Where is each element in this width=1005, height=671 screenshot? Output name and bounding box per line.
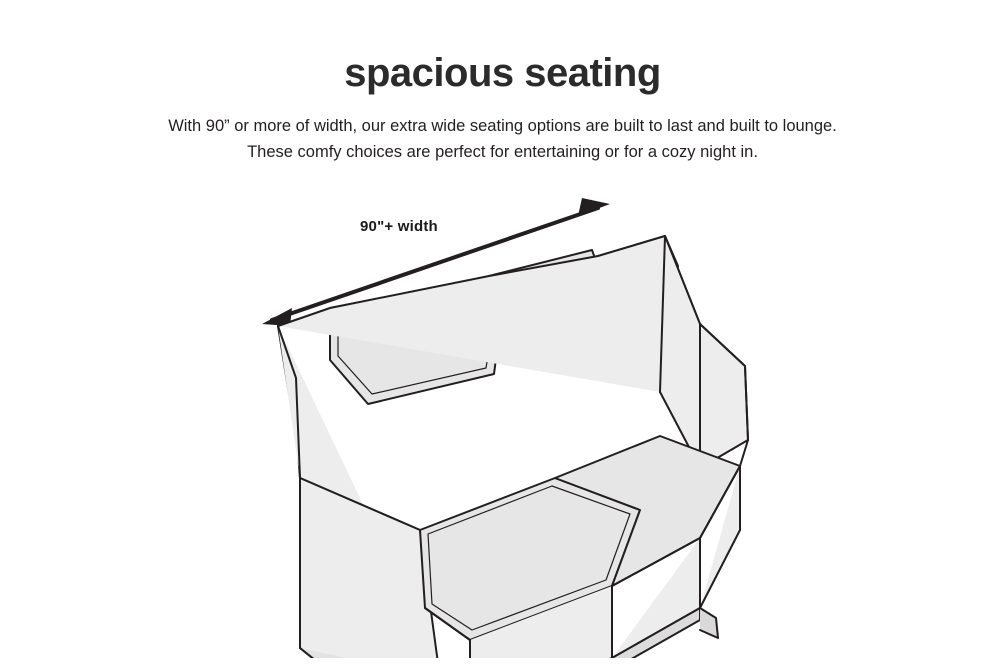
page-title: spacious seating	[344, 51, 661, 95]
sofa-illustration	[0, 178, 1005, 658]
arrow-head-right	[578, 198, 610, 216]
leg-right	[700, 608, 718, 638]
sofa-line-drawing-icon	[0, 178, 1005, 658]
description-line-2: These comfy choices are perfect for entertaining or for a cozy night in.	[247, 142, 758, 161]
width-measurement-label: 90"+ width	[360, 218, 438, 235]
description-text	[0, 114, 1005, 165]
description-line-1: With 90” or more of width, our extra wide seating options are built to last and built to lounge.	[168, 117, 837, 135]
